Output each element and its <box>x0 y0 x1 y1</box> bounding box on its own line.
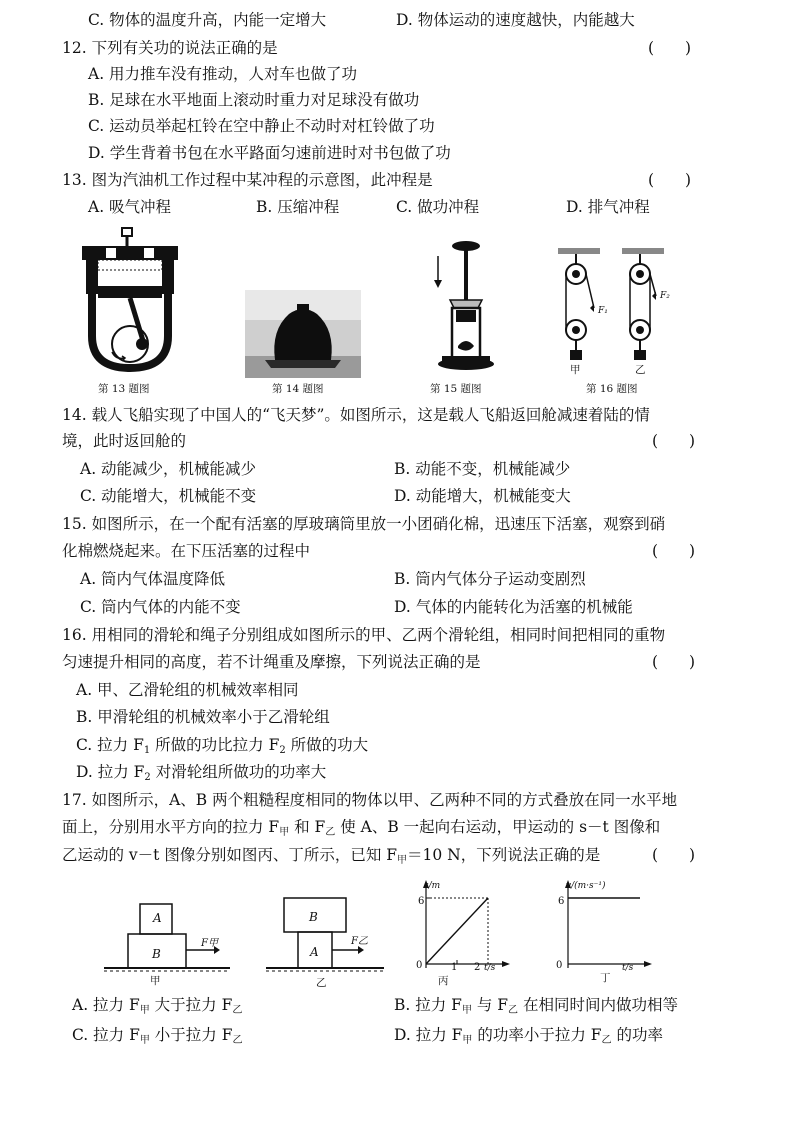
figure-17-ding-origin: 0 <box>556 960 563 971</box>
q15-stem-line1: 15. 如图所示，在一个配有活塞的厚玻璃筒里放一小团硝化棉，迅速压下活塞，观察到硝 <box>62 515 666 533</box>
figure-17-ding-ylabel: v/(m·s⁻¹) <box>566 881 606 891</box>
q16-option-c: C. 拉力 $F_1$ 所做的功比拉力 $F_2$ 所做的功大 <box>76 736 369 756</box>
figure-17-ding-vt-chart <box>552 878 652 974</box>
q17-stem-line1: 17. 如图所示，A、B 两个粗糙程度相同的物体以甲、乙两种不同的方式叠放在同一水平地 <box>62 791 678 809</box>
q17-option-d: D. 拉力 $F_甲$ 的功率小于拉力 $F_乙$ 的功率 <box>394 1026 663 1046</box>
q15-option-b: B. 筒内气体分子运动变剧烈 <box>394 570 586 588</box>
q16-stem-line2: 匀速提升相同的高度，若不计绳重及摩擦，下列说法正确的是 <box>62 653 481 671</box>
q16-option-b: B. 甲滑轮组的机械效率小于乙滑轮组 <box>76 708 330 726</box>
q12-option-c: C. 运动员举起杠铃在空中静止不动时对杠铃做了功 <box>88 117 435 135</box>
figure-17-bing-caption: 丙 <box>438 975 449 987</box>
figure-17-bing-xtick-2: 2 <box>474 962 481 973</box>
figure-17-bing-st-chart <box>410 878 510 974</box>
q12-option-a: A. 用力推车没有推动，人对车也做了功 <box>88 65 358 83</box>
figure-16-label-yi: 乙 <box>635 364 646 376</box>
figure-17-yi-label-b: B <box>309 910 318 924</box>
q15-answer-paren: ( ) <box>652 542 696 560</box>
figure-17-ding-ytick-6: 6 <box>558 896 565 907</box>
q12-answer-paren: ( ) <box>648 39 692 57</box>
q12-option-b: B. 足球在水平地面上滚动时重力对足球没有做功 <box>88 91 420 109</box>
figure-17-bing-ylabel: s/m <box>424 881 441 891</box>
figure-17-jia-force-label: F甲 <box>201 938 218 949</box>
q17-stem-line2: 面上，分别用水平方向的拉力 $F_甲$ 和 $F_乙$ 使 A、B 一起向右运动，甲运动的 s－t 图像和 <box>62 818 661 838</box>
q13-option-c: C. 做功冲程 <box>396 198 480 216</box>
figure-17-jia-label-a: A <box>153 911 162 925</box>
q13-stem: 13. 图为汽油机工作过程中某冲程的示意图，此冲程是 <box>62 171 433 189</box>
figure-17-yi-caption: 乙 <box>316 977 327 989</box>
figure-17-jia-caption: 甲 <box>150 975 161 987</box>
q17-option-a: A. 拉力 $F_甲$ 大于拉力 $F_乙$ <box>72 996 243 1016</box>
q13-answer-paren: ( ) <box>648 171 692 189</box>
q16-stem-line1: 16. 用相同的滑轮和绳子分别组成如图所示的甲、乙两个滑轮组，相同时间把相同的重物 <box>62 626 666 644</box>
bing-series-line <box>426 898 488 964</box>
figure-17-ding-xlabel: t/s <box>622 963 634 973</box>
figure-15-piston-cylinder <box>428 238 494 378</box>
figure-17-bing-origin: 0 <box>416 960 423 971</box>
figure-16-label-jia: 甲 <box>570 364 581 376</box>
q17-stem-line3: 乙运动的 v－t 图像分别如图丙、丁所示，已知 $F_甲=10$ N，下列说法正确的是 <box>62 846 601 866</box>
q14-stem-line1: 14. 载人飞船实现了中国人的“飞天梦”。如图所示，这是载人飞船返回舱减速着陆的情 <box>62 406 650 424</box>
q15-stem-line2: 化棉燃烧起来。在下压活塞的过程中 <box>62 542 311 560</box>
q14-option-a: A. 动能减少，机械能减少 <box>80 460 257 478</box>
q13-option-a: A. 吸气冲程 <box>88 198 172 216</box>
q17-option-c: C. 拉力 $F_甲$ 小于拉力 $F_乙$ <box>72 1026 243 1046</box>
q16-answer-paren: ( ) <box>652 653 696 671</box>
q11-option-c: C. 物体的温度升高，内能一定增大 <box>88 11 327 29</box>
figure-17-yi-force-label: F乙 <box>351 936 368 947</box>
q15-option-a: A. 筒内气体温度降低 <box>80 570 226 588</box>
figure-17-bing-ytick-6: 6 <box>418 896 425 907</box>
figure-16-caption: 第 16 题图 <box>586 383 638 395</box>
q14-option-b: B. 动能不变，机械能减少 <box>394 460 571 478</box>
q16-option-d: D. 拉力 $F_2$ 对滑轮组所做功的功率大 <box>76 763 327 783</box>
q14-stem-line2: 境，此时返回舱的 <box>62 432 187 450</box>
figure-17-bing-xtick-1: 1 <box>451 962 458 973</box>
q17-answer-paren: ( ) <box>652 846 696 864</box>
figure-17-ding-caption: 丁 <box>600 972 611 984</box>
figure-16-label-f2: F₂ <box>660 291 670 301</box>
figure-14-capsule-photo <box>245 290 361 378</box>
q12-option-d: D. 学生背着书包在水平路面匀速前进时对书包做了功 <box>88 144 451 162</box>
q15-option-d: D. 气体的内能转化为活塞的机械能 <box>394 598 633 616</box>
figure-14-caption: 第 14 题图 <box>272 383 324 395</box>
figure-13-caption: 第 13 题图 <box>98 383 150 395</box>
q17-option-b: B. 拉力 $F_甲$ 与 $F_乙$ 在相同时间内做功相等 <box>394 996 678 1016</box>
q11-option-d: D. 物体运动的速度越快，内能越大 <box>396 11 635 29</box>
figure-16-label-f1: F₁ <box>598 306 608 316</box>
figure-15-caption: 第 15 题图 <box>430 383 482 395</box>
q15-option-c: C. 筒内气体的内能不变 <box>80 598 241 616</box>
figure-17-bing-xlabel: t/s <box>484 963 496 973</box>
figure-17-yi-stack <box>262 894 387 988</box>
q12-stem: 12. 下列有关功的说法正确的是 <box>62 39 278 57</box>
q14-option-c: C. 动能增大，机械能不变 <box>80 487 257 505</box>
q14-option-d: D. 动能增大，机械能变大 <box>394 487 571 505</box>
figure-16-pulley-systems <box>556 246 676 376</box>
q14-answer-paren: ( ) <box>652 432 696 450</box>
figure-17-yi-label-a: A <box>310 945 319 959</box>
q13-option-b: B. 压缩冲程 <box>256 198 340 216</box>
q16-option-a: A. 甲、乙滑轮组的机械效率相同 <box>76 681 299 699</box>
figure-13-engine-diagram <box>76 226 184 378</box>
figure-17-jia-label-b: B <box>152 947 161 961</box>
q13-option-d: D. 排气冲程 <box>566 198 650 216</box>
